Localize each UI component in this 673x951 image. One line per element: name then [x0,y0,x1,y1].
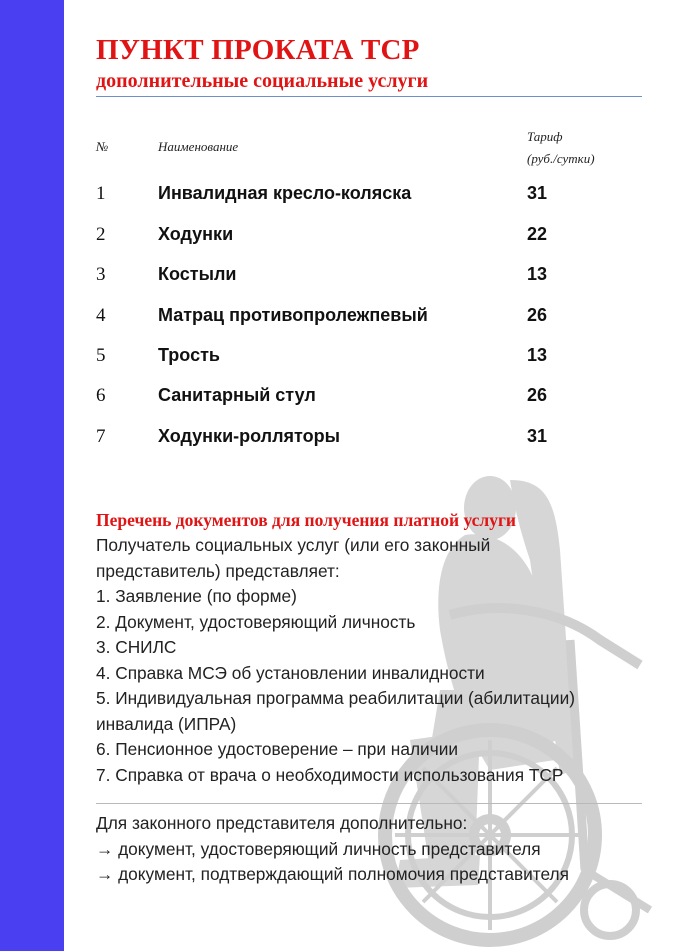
row-name: Костыли [158,264,237,284]
table-row [96,224,644,248]
list-item: 7. Справка от врача о необходимости использования ТСР [96,764,564,785]
documents-heading: Перечень документов для получения платной услуги [96,510,517,530]
representative-section [96,811,636,888]
section-divider [96,803,642,804]
row-number: 6 [96,385,106,406]
row-name: Инвалидная кресло-коляска [158,183,412,203]
row-number: 1 [96,183,106,204]
row-number: 3 [96,264,106,285]
table-row [96,426,644,450]
row-number: 7 [96,426,106,447]
page-subtitle: дополнительные социальные услуги [96,70,429,92]
representative-heading: Для законного представителя дополнительно: [96,813,468,833]
table-row [96,264,644,288]
list-item: 2. Документ, удостоверяющий личность [96,611,416,632]
header-divider [96,96,642,97]
table-row [96,305,644,329]
table-row [96,183,644,207]
list-item: → документ, удостоверяющий личность представителя [96,838,541,859]
list-item: → документ, подтверждающий полномочия представителя [96,864,569,884]
list-item: 3. СНИЛС [96,637,177,657]
row-name: Ходунки-ролляторы [158,426,340,446]
row-price: 31 [527,183,548,203]
row-price: 13 [527,264,548,284]
column-header-name: Наименование [158,139,239,154]
list-item: 6. Пенсионное удостоверение – при наличии [96,739,459,759]
row-price: 13 [527,345,548,365]
row-price: 31 [527,426,548,446]
row-price: 26 [527,385,548,405]
page-title: ПУНКТ ПРОКАТА ТСР [96,34,420,66]
row-price: 22 [527,224,548,244]
row-number: 2 [96,224,106,245]
row-number: 4 [96,305,106,326]
documents-list [96,533,636,788]
column-header-price-line1: Тариф [527,129,563,144]
list-item: инвалида (ИПРА) [96,713,237,734]
row-name: Трость [158,345,220,365]
documents-intro-line: Получатель социальных услуг (или его законный [96,535,491,555]
side-bar [0,0,64,951]
table-row [96,385,644,409]
table-row [96,345,644,369]
column-header-number: № [96,139,109,154]
list-item: 5. Индивидуальная программа реабилитации (абилитации) [96,688,575,708]
list-item: 1. Заявление (по форме) [96,586,297,606]
row-number: 5 [96,345,106,366]
column-header-price [527,126,595,170]
row-name: Ходунки [158,224,234,244]
row-name: Матрац противопролежпевый [158,305,428,325]
row-price: 26 [527,305,548,325]
documents-intro-line: представитель) представляет: [96,560,340,581]
row-name: Санитарный стул [158,385,316,405]
list-item: 4. Справка МСЭ об установлении инвалидности [96,662,485,683]
column-header-price-line2: (руб./сутки) [527,151,595,166]
